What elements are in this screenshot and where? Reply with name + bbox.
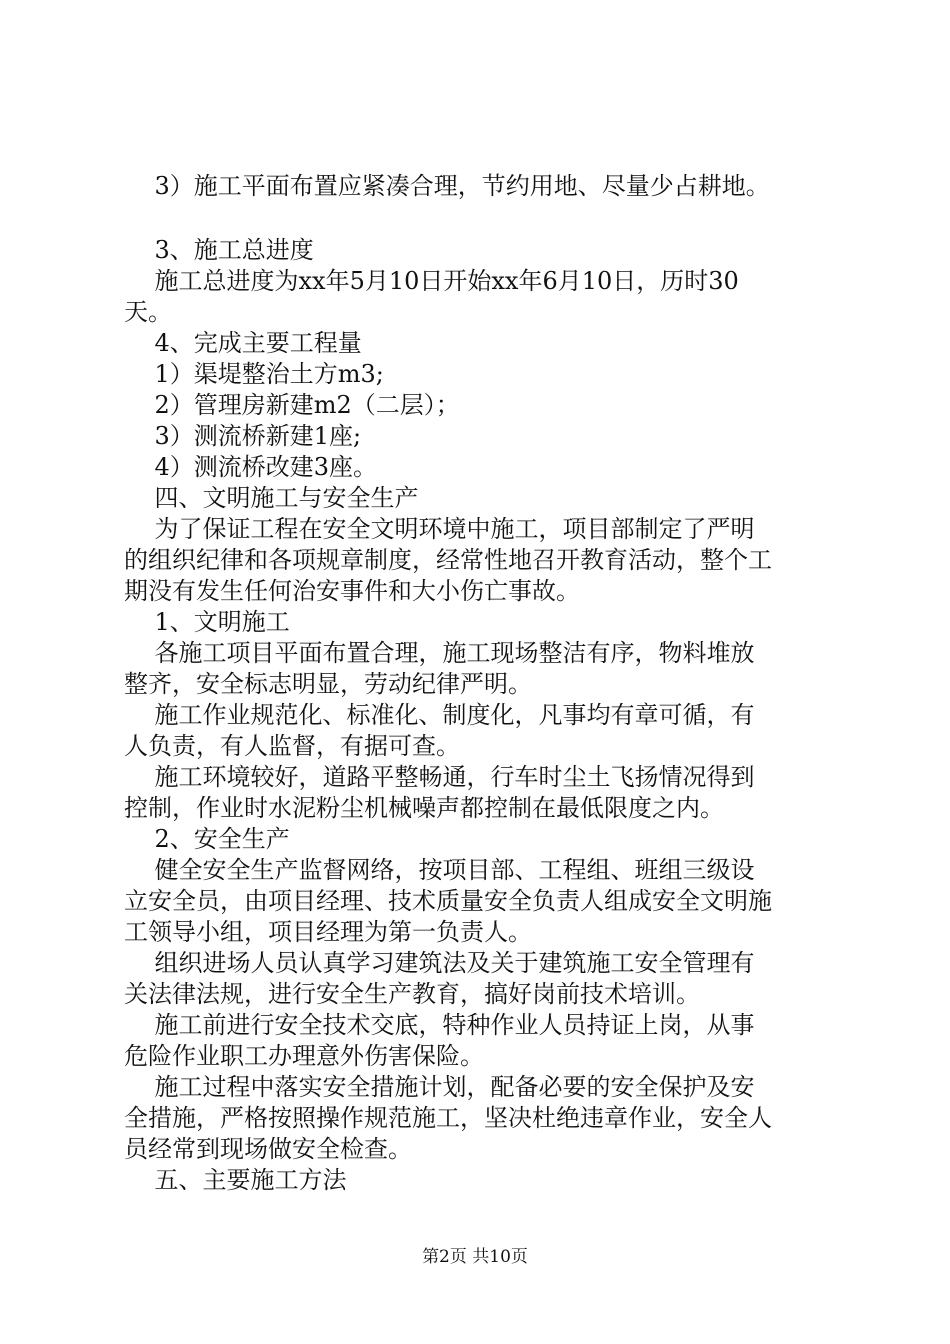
text-line: 的组织纪律和各项规章制度，经常性地召开教育活动，整个工: [124, 546, 772, 574]
paragraph-gap: [124, 202, 834, 235]
list-item: 3）测流桥新建1座;: [124, 422, 362, 450]
text-line: 整齐，安全标志明显，劳动纪律严明。: [124, 670, 532, 698]
text-line: 员经常到现场做安全检查。: [124, 1135, 412, 1163]
text-line: 关法律法规，进行安全生产教育，搞好岗前技术培训。: [124, 980, 700, 1008]
list-item: 2）管理房新建m2（二层）；: [124, 391, 460, 419]
chapter-heading: 四、文明施工与安全生产: [124, 484, 419, 512]
text-line: 人负责，有人监督，有据可查。: [124, 732, 460, 760]
section-heading: 4、完成主要工程量: [124, 329, 362, 357]
text-line: 健全安全生产监督网络，按项目部、工程组、班组三级设: [124, 856, 755, 884]
text-line: 天。: [124, 298, 172, 326]
text-line: 施工前进行安全技术交底，特种作业人员持证上岗，从事: [124, 1011, 755, 1039]
section-heading: 3、施工总进度: [124, 236, 314, 264]
text-line: 施工环境较好，道路平整畅通，行车时尘土飞扬情况得到: [124, 763, 755, 791]
document-body: [124, 171, 834, 1196]
text-line: 为了保证工程在安全文明环境中施工，项目部制定了严明: [124, 515, 755, 543]
text-line: 施工过程中落实安全措施计划，配备必要的安全保护及安: [124, 1073, 755, 1101]
page-number: 第2页 共10页: [422, 1247, 528, 1267]
text-line: 工领导小组，项目经理为第一负责人。: [124, 918, 532, 946]
text-line: 控制，作业时水泥粉尘机械噪声都控制在最低限度之内。: [124, 794, 724, 822]
section-heading: 1、文明施工: [124, 608, 290, 636]
section-heading: 2、安全生产: [124, 825, 290, 853]
page-footer: [0, 1242, 950, 1267]
text-line: 全措施，严格按照操作规范施工，坚决杜绝违章作业，安全人: [124, 1104, 772, 1132]
list-item: 4）测流桥改建3座。: [124, 453, 378, 481]
text-line: 组织进场人员认真学习建筑法及关于建筑施工安全管理有: [124, 949, 755, 977]
text-line: 各施工项目平面布置合理，施工现场整洁有序，物料堆放: [124, 639, 755, 667]
text-line: 3）施工平面布置应紧凑合理，节约用地、尽量少占耕地。: [124, 172, 770, 200]
text-line: 施工作业规范化、标准化、制度化，凡事均有章可循，有: [124, 701, 755, 729]
list-item: 1）渠堤整治土方m3;: [124, 360, 384, 388]
text-line: 期没有发生任何治安事件和大小伤亡事故。: [124, 577, 580, 605]
text-line: 立安全员，由项目经理、技术质量安全负责人组成安全文明施: [124, 887, 772, 915]
text-line: 危险作业职工办理意外伤害保险。: [124, 1042, 484, 1070]
text-line: 施工总进度为xx年5月10日开始xx年6月10日，历时30: [124, 267, 739, 295]
chapter-heading: 五、主要施工方法: [124, 1166, 347, 1194]
